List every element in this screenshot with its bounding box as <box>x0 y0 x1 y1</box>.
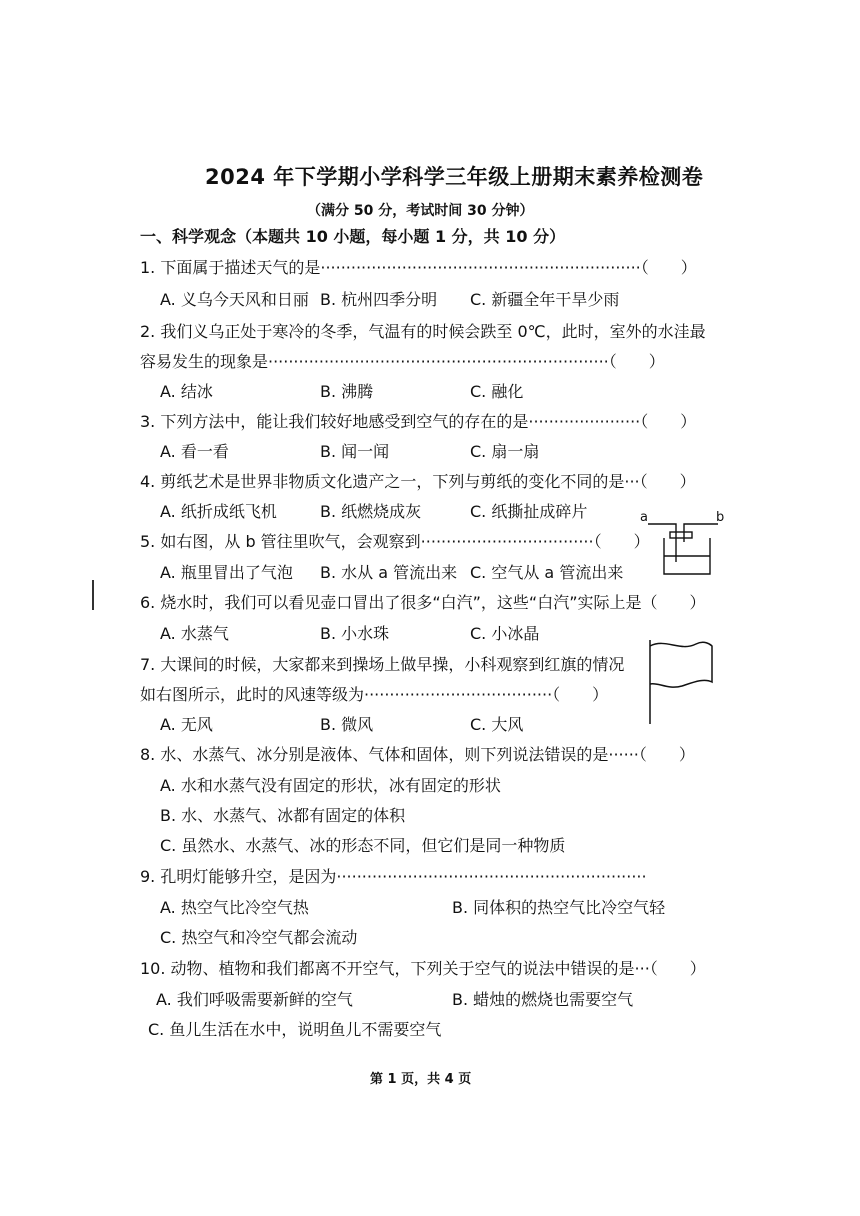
exam-subtitle: （满分 50 分，考试时间 30 分钟） <box>307 203 534 219</box>
page-footer: 第 1 页，共 4 页 <box>370 1072 472 1087</box>
bottle-figure <box>640 512 730 582</box>
tube-b-label: b <box>716 510 725 525</box>
q5-option-c: C. 空气从 a 管流出来 <box>470 563 624 582</box>
q2-option-a: A. 结冰 <box>160 382 213 401</box>
q3-option-b: B. 闻一闻 <box>320 442 390 461</box>
q3-option-a: A. 看一看 <box>160 442 229 461</box>
question-7-stem-cont: 如右图所示，此时的风速等级为·····································（ ） <box>140 685 609 704</box>
q6-option-a: A. 水蒸气 <box>160 624 229 643</box>
q7-option-a: A. 无风 <box>160 715 213 734</box>
q5-option-b: B. 水从 a 管流出来 <box>320 563 458 582</box>
q10-option-b: B. 蜡烛的燃烧也需要空气 <box>452 990 634 1009</box>
q1-option-b: B. 杭州四季分明 <box>320 290 438 309</box>
q4-option-b: B. 纸燃烧成灰 <box>320 502 422 521</box>
question-8-stem: 8. 水、水蒸气、冰分别是液体、气体和固体，则下列说法错误的是······（ ） <box>140 745 695 764</box>
question-3-stem: 3. 下列方法中，能让我们较好地感受到空气的存在的是······················（ ） <box>140 412 697 431</box>
section-heading: 一、科学观念（本题共 10 小题，每小题 1 分，共 10 分） <box>140 227 566 246</box>
question-2-stem-cont: 容易发生的现象是···································································（ ） <box>140 352 665 371</box>
q8-option-b: B. 水、水蒸气、冰都有固定的体积 <box>160 806 406 825</box>
q2-option-c: C. 融化 <box>470 382 524 401</box>
question-10-stem: 10. 动物、植物和我们都离不开空气，下列关于空气的说法中错误的是···（ ） <box>140 959 706 978</box>
q3-option-c: C. 扇一扇 <box>470 442 540 461</box>
q10-option-a: A. 我们呼吸需要新鲜的空气 <box>156 990 353 1009</box>
q9-option-c: C. 热空气和冷空气都会流动 <box>160 928 358 947</box>
q10-option-c: C. 鱼儿生活在水中，说明鱼儿不需要空气 <box>148 1020 442 1039</box>
q2-option-b: B. 沸腾 <box>320 382 374 401</box>
question-2-stem: 2. 我们义乌正处于寒冷的冬季，气温有的时候会跌至 0℃，此时，室外的水洼最 <box>140 322 706 341</box>
q6-option-c: C. 小冰晶 <box>470 624 540 643</box>
q9-option-a: A. 热空气比冷空气热 <box>160 898 309 917</box>
q7-option-c: C. 大风 <box>470 715 524 734</box>
q5-option-a: A. 瓶里冒出了气泡 <box>160 563 293 582</box>
question-1-stem: 1. 下面属于描述天气的是·······························································（ ） <box>140 258 697 277</box>
tube-a-label: a <box>640 510 648 525</box>
flag-figure <box>646 636 718 726</box>
question-6-stem: 6. 烧水时，我们可以看见壶口冒出了很多“白汽”，这些“白汽”实际上是（ ） <box>140 593 706 612</box>
q1-option-a: A. 义乌今天风和日丽 <box>160 290 309 309</box>
question-5-stem: 5. 如右图，从 b 管往里吹气，会观察到··································（ ） <box>140 532 650 551</box>
q8-option-a: A. 水和水蒸气没有固定的形状，冰有固定的形状 <box>160 776 501 795</box>
question-4-stem: 4. 剪纸艺术是世界非物质文化遗产之一，下列与剪纸的变化不同的是···（ ） <box>140 472 696 491</box>
q9-option-b: B. 同体积的热空气比冷空气轻 <box>452 898 666 917</box>
exam-title: 2024 年下学期小学科学三年级上册期末素养检测卷 <box>205 165 704 189</box>
q1-option-c: C. 新疆全年干旱少雨 <box>470 290 620 309</box>
q8-option-c: C. 虽然水、水蒸气、冰的形态不同，但它们是同一种物质 <box>160 836 566 855</box>
margin-mark <box>92 580 94 610</box>
q6-option-b: B. 小水珠 <box>320 624 390 643</box>
q4-option-c: C. 纸撕扯成碎片 <box>470 502 588 521</box>
question-7-stem: 7. 大课间的时候，大家都来到操场上做早操，小科观察到红旗的情况 <box>140 655 625 674</box>
q7-option-b: B. 微风 <box>320 715 374 734</box>
question-9-stem: 9. 孔明灯能够升空，是因为····························································· <box>140 867 647 886</box>
q4-option-a: A. 纸折成纸飞机 <box>160 502 277 521</box>
